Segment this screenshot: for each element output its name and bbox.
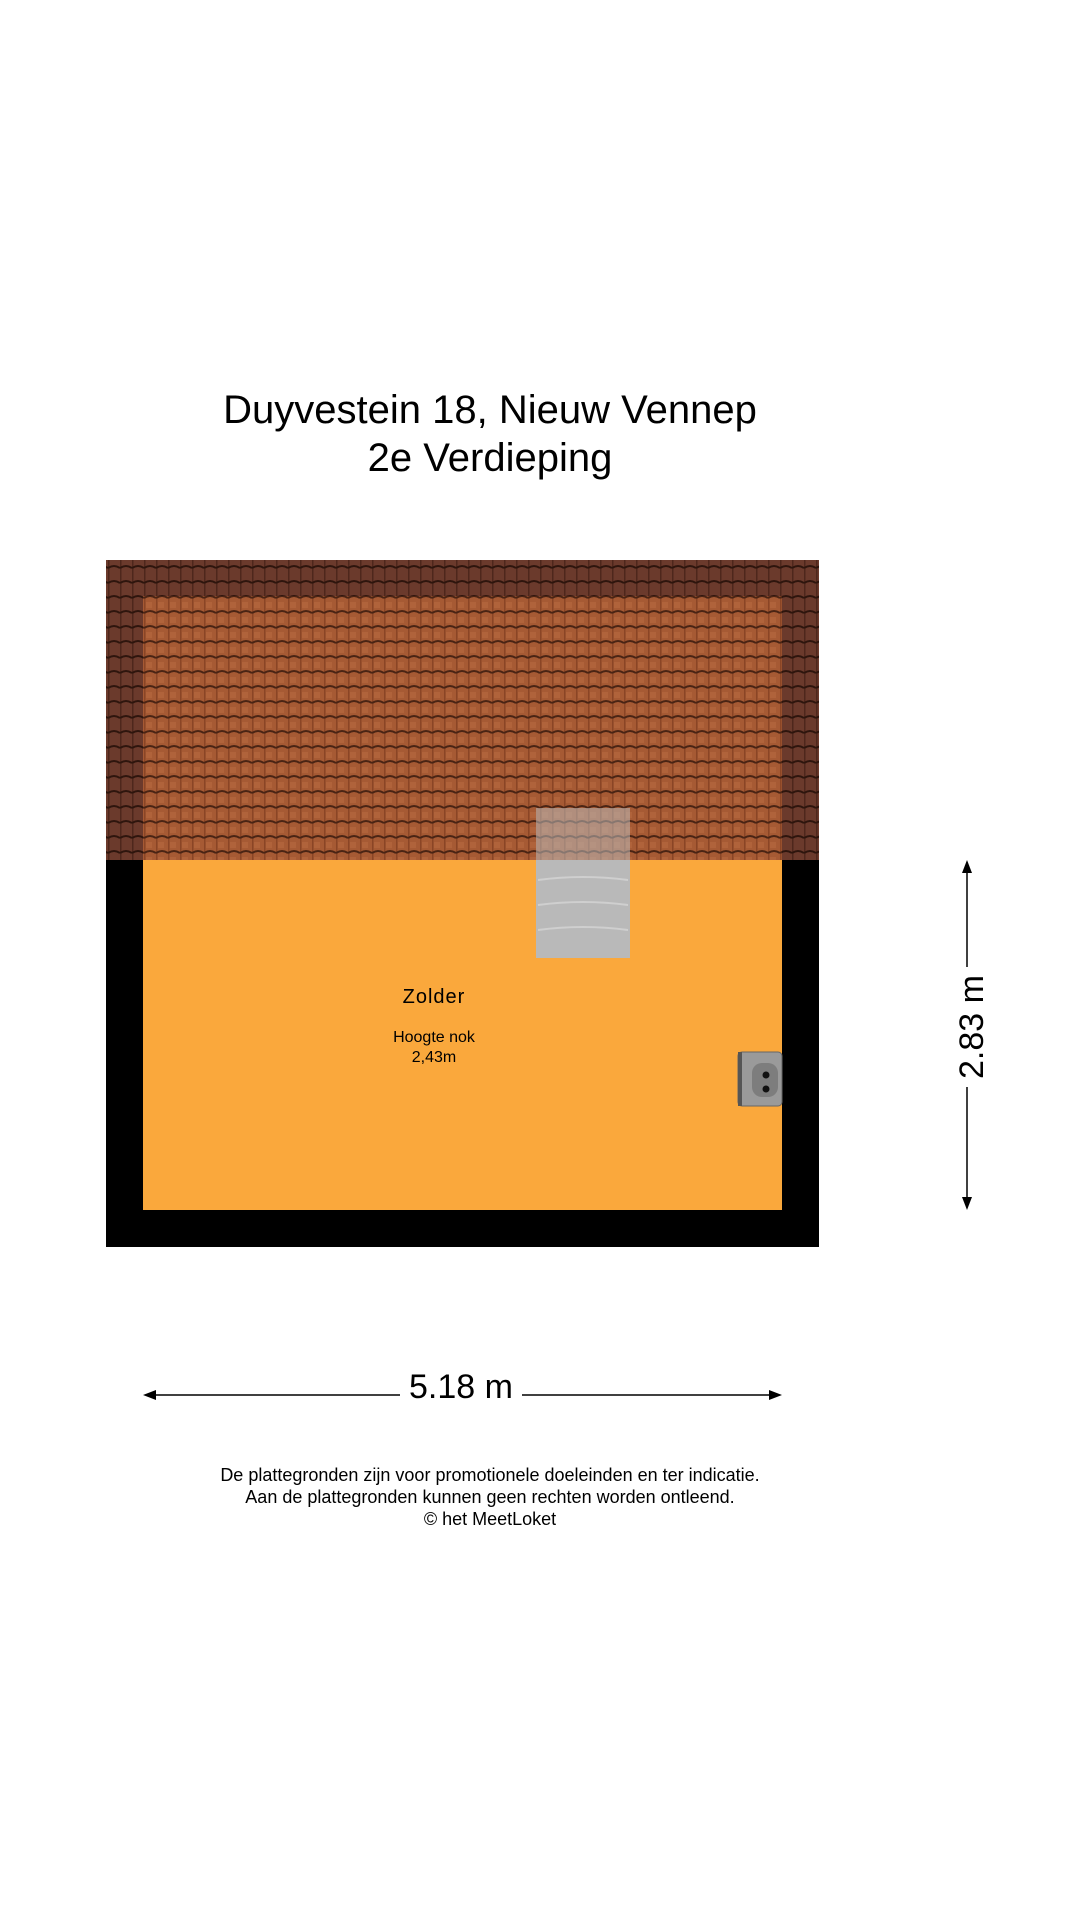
ridge-height-label: Hoogte nok xyxy=(393,1029,475,1046)
width-dimension-label: 5.18 m xyxy=(400,1368,522,1407)
address-title: Duyvestein 18, Nieuw Vennep xyxy=(223,388,757,432)
room-name: Zolder xyxy=(402,986,466,1008)
disclaimer-line-3: © het MeetLoket xyxy=(423,1509,557,1529)
depth-dimension-label: 2.83 m xyxy=(950,967,994,1087)
ridge-height-value: 2,43m xyxy=(411,1049,457,1066)
stair-opening xyxy=(536,860,630,958)
floor-title: 2e Verdieping xyxy=(367,436,613,480)
skylight-roof xyxy=(536,808,630,860)
disclaimer-line-2: Aan de plattegronden kunnen geen rechten worden ontleend. xyxy=(245,1487,735,1507)
disclaimer xyxy=(0,1464,980,1530)
room-note xyxy=(334,1028,534,1068)
disclaimer-line-1: De plattegronden zijn voor promotionele doeleinden en ter indicatie. xyxy=(220,1465,760,1485)
roof-tiles xyxy=(143,596,782,860)
